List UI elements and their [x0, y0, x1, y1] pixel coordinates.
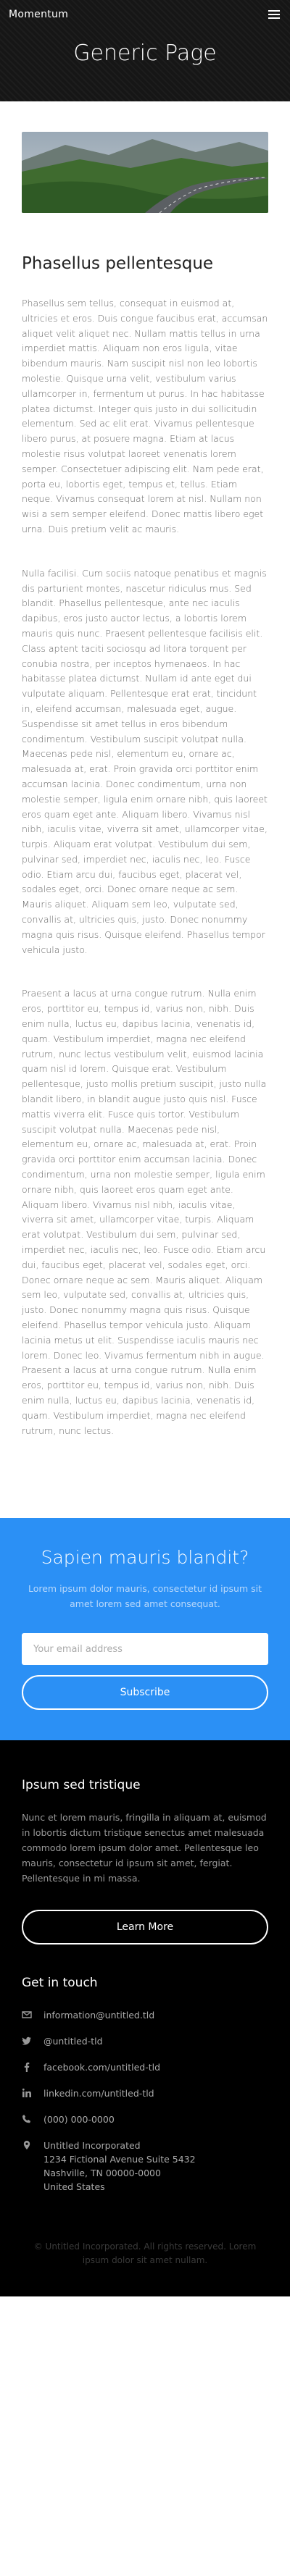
page-header — [0, 0, 290, 101]
main-content — [0, 101, 290, 1518]
hero-image — [22, 132, 268, 213]
address-street: 1234 Fictional Avenue Suite 5432 — [44, 2154, 196, 2165]
envelope-icon — [22, 2008, 44, 2020]
address-name: Untitled Incorporated — [44, 2140, 141, 2152]
email-field[interactable] — [22, 1633, 268, 1665]
subscribe-text: Lorem ipsum dolor mauris, consectetur id ipsum sit amet lorem sed amet consequat. — [28, 1583, 262, 1610]
menu-icon[interactable] — [268, 10, 280, 19]
subscribe-section — [0, 1518, 290, 1740]
article-paragraph: Nulla facilisi. Cum sociis natoque penatibus et magnis dis parturient montes, nascetur ridiculus mus. Sed blandit. Phasellus pellentesque, ante nec iaculis dapibus, eros justo auctor lectus, a lobortis lorem mauris quis nunc. Praesent pellentesque facilisis elit. Class aptent taciti sociosqu ad litora torquent per conubia nostra, per inceptos hymenaeos. In hac habitasse platea dictumst. Nullam id ante eget dui vulputate aliquam. Pellentesque erat erat, tincidunt in, eleifend accumsan, malesuada eget, augue. Suspendisse sit amet tellus in eros bibendum condimentum. Vestibulum suscipit volutpat nulla. Maecenas pede nisl, elementum eu, ornare ac, malesuada at, erat. Proin gravida orci porttitor enim accumsan lacinia. Donec condimentum, urna non molestie semper, ligula enim ornare nibh, quis laoreet eros quam eget ante. Aliquam libero. Vivamus nisl nibh, iaculis vitae, viverra sit amet, ullamcorper vitae, turpis. Aliquam erat volutpat. Vestibulum dui sem, pulvinar sed, imperdiet nec, iaculis nec, leo. Fusce odio. Etiam arcu dui, faucibus eget, placerat vel, sodales eget, orci. Donec ornare neque ac sem. Mauris aliquet. Aliquam sem leo, vulputate sed, convallis at, ultricies quis, justo. Donec nonummy magna quis risus. Quisque eleifend. Phasellus tempor vehicula justo. — [22, 567, 268, 955]
phone-number: (000) 000-0000 — [44, 2114, 115, 2126]
postal-address — [44, 2139, 196, 2194]
brand-logo[interactable]: Momentum — [9, 9, 69, 20]
twitter-link[interactable]: @untitled-tld — [44, 2036, 103, 2047]
contact-facebook — [22, 2060, 268, 2074]
linkedin-link[interactable]: linkedin.com/untitled-tld — [44, 2088, 154, 2099]
address-country: United States — [44, 2181, 105, 2193]
facebook-icon — [22, 2060, 44, 2072]
subscribe-button[interactable]: Subscribe — [22, 1675, 268, 1710]
phone-icon — [22, 2113, 44, 2124]
page-title: Generic Page — [73, 41, 217, 66]
footer-about-title: Ipsum sed tristique — [22, 1778, 141, 1793]
facebook-link[interactable]: facebook.com/untitled-tld — [44, 2062, 161, 2073]
address-city: Nashville, TN 00000-0000 — [44, 2168, 161, 2179]
email-link[interactable]: information@untitled.tld — [44, 2010, 155, 2021]
contact-address — [22, 2139, 268, 2194]
contact-phone — [22, 2113, 268, 2126]
linkedin-icon — [22, 2086, 44, 2098]
contact-title: Get in touch — [22, 1976, 98, 1991]
contact-email — [22, 2008, 268, 2022]
contact-linkedin — [22, 2086, 268, 2100]
twitter-icon — [22, 2034, 44, 2046]
article-paragraph: Praesent a lacus at urna congue rutrum. Nulla enim eros, porttitor eu, tempus id, varius non, nibh. Duis enim nulla, luctus eu, dapibus lacinia, venenatis id, quam. Vestibulum imperdiet, magna nec eleifend rutrum, nunc lectus vestibulum velit, euismod lacinia quam nisl id lorem. Quisque erat. Vestibulum pellentesque, justo mollis pretium suscipit, justo nulla blandit libero, in blandit augue justo quis nisl. Fusce mattis viverra elit. Fusce quis tortor. Vestibulum suscipit volutpat nulla. Maecenas pede nisl, elementum eu, ornare ac, malesuada at, erat. Proin gravida orci porttitor enim accumsan lacinia. Donec condimentum, urna non molestie semper, ligula enim ornare nibh, quis laoreet eros quam eget ante. Aliquam libero. Vivamus nisl nibh, iaculis vitae, viverra sit amet, ullamcorper vitae, turpis. Aliquam erat volutpat. Vestibulum dui sem, pulvinar sed, imperdiet nec, iaculis nec, leo. Fusce odio. Etiam arcu dui, faucibus eget, placerat vel, sodales eget, orci. Donec ornare neque ac sem. Mauris aliquet. Aliquam sem leo, vulputate sed, convallis at, ultricies quis, justo. Donec nonummy magna quis risus. Quisque eleifend. Phasellus tempor vehicula justo. Aliquam lacinia metus ut elit. Suspendisse iaculis mauris nec lorem. Donec leo. Vivamus fermentum nibh in augue. Praesent a lacus at urna congue rutrum. Nulla enim eros, porttitor eu, tempus id, varius non, nibh. Duis enim nulla, luctus eu, dapibus lacinia, venenatis id, quam. Vestibulum imperdiet, magna nec eleifend rutrum, nunc lectus. — [22, 988, 267, 1436]
learn-more-button[interactable]: Learn More — [22, 1910, 268, 1944]
map-marker-icon — [22, 2139, 44, 2150]
article-paragraph: Phasellus sem tellus, consequat in euismod at, ultricies et eros. Duis congue faucibus erat, accumsan aliquet velit aliquet nec. Nullam mattis tellus in urna imperdiet mattis. Aliquam non eros ligula, vitae bibendum mauris. Nam suscipit nisl non leo lobortis molestie. Quisque urna velit, vestibulum varius ullamcorper in, fermentum ut purus. In hac habitasse platea dictumst. Integer quis justo in dui sollicitudin elementum. Sed ac elit erat. Vivamus pellentesque libero purus, at posuere magna. Etiam at lacus molestie risus volutpat laoreet venenatis lorem semper. Consectetuer adipiscing elit. Nam pede erat, porta eu, lobortis eget, tempus et, tellus. Etiam neque. Vivamus consequat lorem at nisl. Nullam non wisi a sem semper eleifend. Donec mattis libero eget urna. Duis pretium velit ac mauris. — [22, 298, 268, 534]
contact-twitter — [22, 2034, 268, 2048]
article-title: Phasellus pellentesque — [22, 254, 214, 273]
footer-about-text: Nunc et lorem mauris, fringilla in aliquam at, euismod in lobortis dictum tristique senectus amet malesuada commodo lorem ipsum dolor amet. Pellentesque leo mauris, consectetur id ipsum sit amet, fergiat. Pellentesque in mi massa. — [22, 1812, 267, 1884]
page-footer — [0, 1740, 290, 2296]
copyright: © Untitled Incorporated. All rights reserved. Lorem ipsum dolor sit amet nullam. — [33, 2241, 257, 2266]
subscribe-heading: Sapien mauris blandit? — [41, 1547, 249, 1569]
